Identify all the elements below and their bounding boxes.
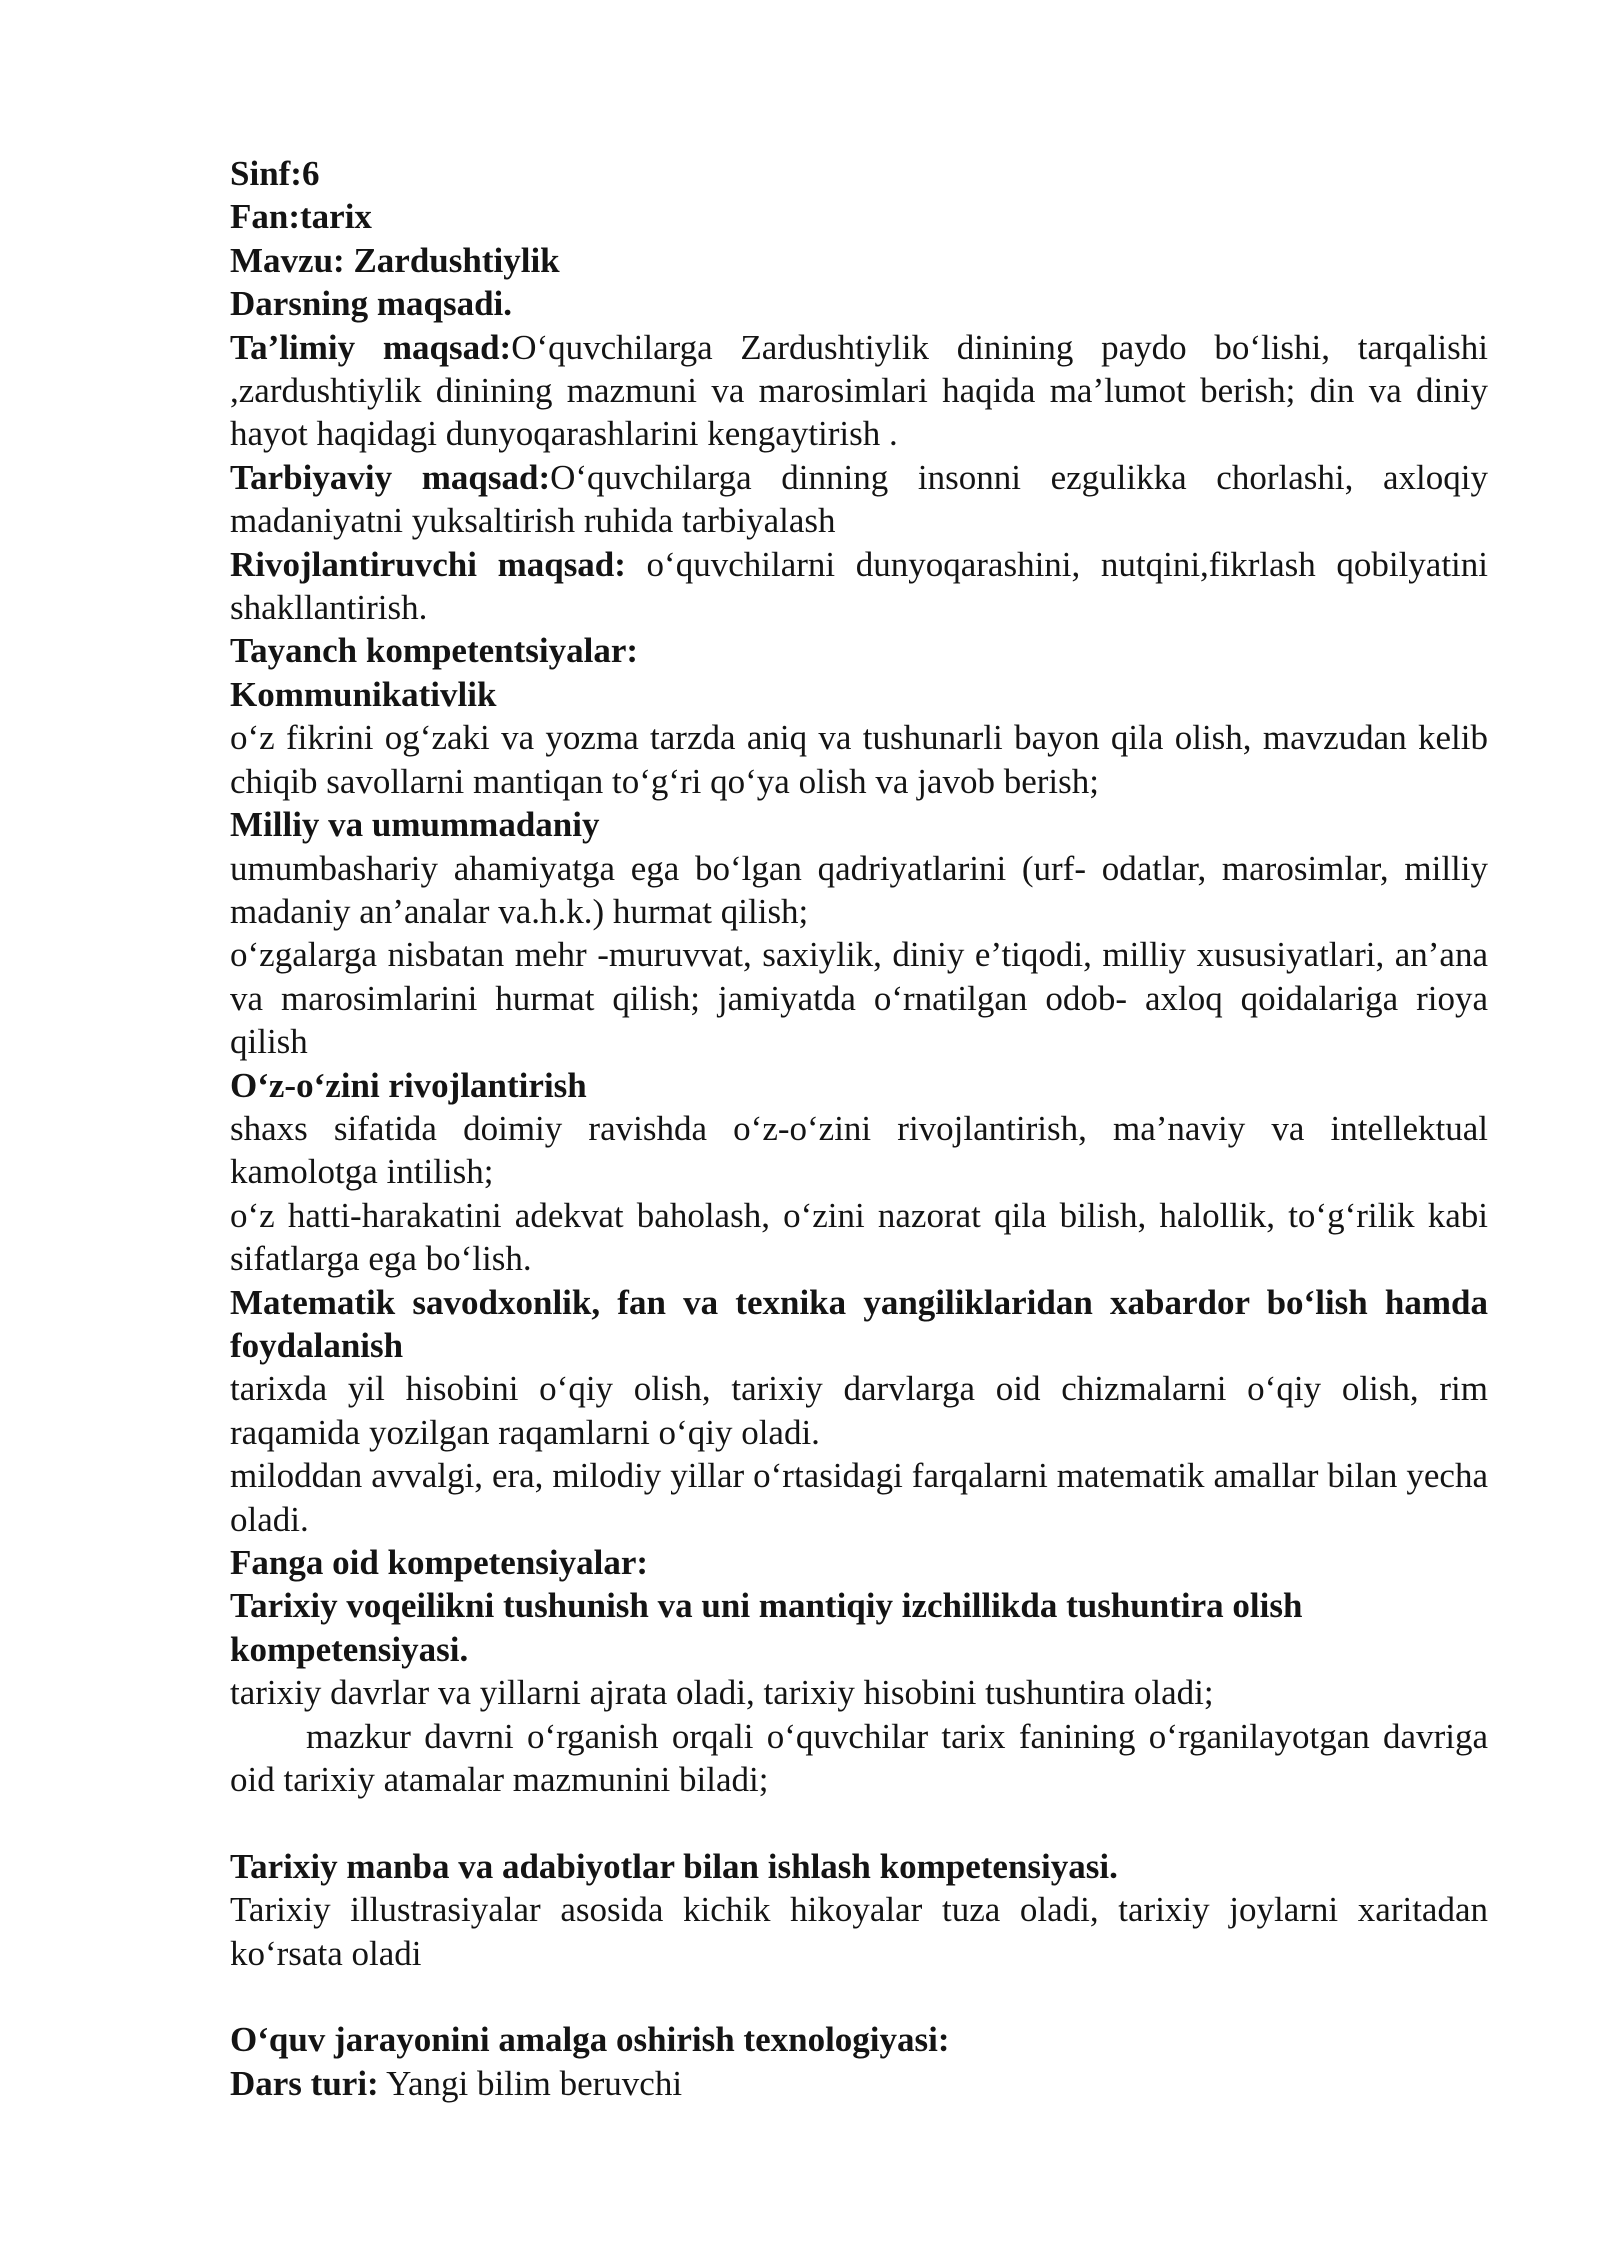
math-literacy-text-2: miloddan avvalgi, era, milodiy yillar o‘rtasidagi farqalarni matematik amallar bilan yecha oladi. bbox=[230, 1456, 1488, 1539]
self-development-text-2: o‘z hatti-harakatini adekvat baholash, o‘zini nazorat qila bilish, halollik, to‘g‘rilik kabi sifatlarga ega bo‘lish. bbox=[230, 1195, 1488, 1279]
math-literacy-text-1: tarixda yil hisobini o‘qiy olish, tarixiy darvlarga oid chizmalarni o‘qiy olish, rim raqamida yozilgan raqamlarni o‘qiy oladi. bbox=[230, 1369, 1488, 1452]
developmental-goal-text: o‘quvchilarni dunyoqarashini, nutqini,fikrlash qobilyatini shakllantirish. bbox=[230, 544, 1488, 628]
upbringing-goal-label: Tarbiyaviy maqsad: bbox=[230, 457, 551, 497]
communicative-text: o‘z fikrini og‘zaki va yozma tarzda aniq va tushunarli bayon qila olish, mavzudan kelib chiqib savollarni mantiqan to‘g‘ri qo‘ya olish va javob berish; bbox=[230, 718, 1488, 801]
lesson-type-value: Yangi bilim beruvchi bbox=[378, 2063, 683, 2103]
historical-reality-heading: Tarixiy voqeilikni tushunish va uni mantiqiy izchillikda tushuntira olish kompetensiyasi. bbox=[230, 1586, 1303, 1669]
technology-heading: O‘quv jarayonini amalga oshirish texnologiyasi: bbox=[230, 2020, 950, 2060]
lesson-type-label: Dars turi: bbox=[230, 2063, 379, 2103]
national-culture-text-1: umumbashariy ahamiyatga ega bo‘lgan qadriyatlarini (urf- odatlar, marosimlar, milliy madaniy an’analar va.h.k.) hurmat qilish; bbox=[230, 848, 1488, 931]
upbringing-goal bbox=[230, 456, 1488, 543]
lesson-type bbox=[230, 2062, 1488, 2105]
spacer bbox=[230, 1975, 1488, 2018]
class-line: Sinf:6 bbox=[230, 154, 320, 193]
developmental-goal bbox=[230, 543, 1488, 630]
subject-line: Fan:tarix bbox=[230, 197, 372, 237]
topic-line: Mavzu: Zardushtiylik bbox=[230, 240, 560, 280]
historical-reality-text-1: tarixiy davrlar va yillarni ajrata oladi, tarixiy hisobini tushuntira oladi; bbox=[230, 1673, 1214, 1713]
national-culture-heading: Milliy va umummadaniy bbox=[230, 805, 600, 845]
self-development-text-1: shaxs sifatida doimiy ravishda o‘z-o‘zini rivojlantirish, ma’naviy va intellektual kamolotga intilish; bbox=[230, 1108, 1488, 1192]
self-development-heading: O‘z-o‘zini rivojlantirish bbox=[230, 1065, 587, 1105]
math-literacy-heading: Matematik savodxonlik, fan va texnika yangiliklaridan xabardor bo‘lish hamda foydalanish bbox=[230, 1282, 1488, 1365]
document-page bbox=[230, 152, 1488, 2105]
historical-reality-text-2: mazkur davrni o‘rganish orqali o‘quvchilar tarix fanining o‘rganilayotgan davriga oid tarixiy atamalar mazmunini biladi; bbox=[230, 1716, 1488, 1800]
developmental-goal-label: Rivojlantiruvchi maqsad: bbox=[230, 544, 626, 584]
core-competencies-heading: Tayanch kompetentsiyalar: bbox=[230, 631, 639, 671]
upbringing-goal-text: O‘quvchilarga dinning insonni ezgulikka chorlashi, axloqiy madaniyatni yuksaltirish ruhida tarbiyalash bbox=[230, 457, 1488, 541]
spacer bbox=[230, 1801, 1488, 1844]
educational-goal-label: Ta’limiy maqsad: bbox=[230, 327, 512, 367]
communicative-heading: Kommunikativlik bbox=[230, 674, 497, 714]
subject-competencies-heading: Fanga oid kompetensiyalar: bbox=[230, 1543, 649, 1582]
goals-heading: Darsning maqsadi. bbox=[230, 284, 513, 324]
sources-text: Tarixiy illustrasiyalar asosida kichik hikoyalar tuza oladi, tarixiy joylarni xaritadan ko‘rsata oladi bbox=[230, 1890, 1488, 1973]
educational-goal-text: O‘quvchilarga Zardushtiylik dinining paydo bo‘lishi, tarqalishi ,zardushtiylik dinining mazmuni va marosimlari haqida ma’lumot berish; din va diniy hayot haqidagi dunyoqarashlarini kengaytirish . bbox=[230, 327, 1488, 454]
sources-heading: Tarixiy manba va adabiyotlar bilan ishlash kompetensiyasi. bbox=[230, 1846, 1118, 1886]
educational-goal bbox=[230, 326, 1488, 456]
national-culture-text-2: o‘zgalarga nisbatan mehr -muruvvat, saxiylik, diniy e’tiqodi, milliy xususiyatlari, an’ana va marosimlarini hurmat qilish; jamiyatda o‘rnatilgan odob- axloq qoidalariga rioya qilish bbox=[230, 935, 1488, 1062]
